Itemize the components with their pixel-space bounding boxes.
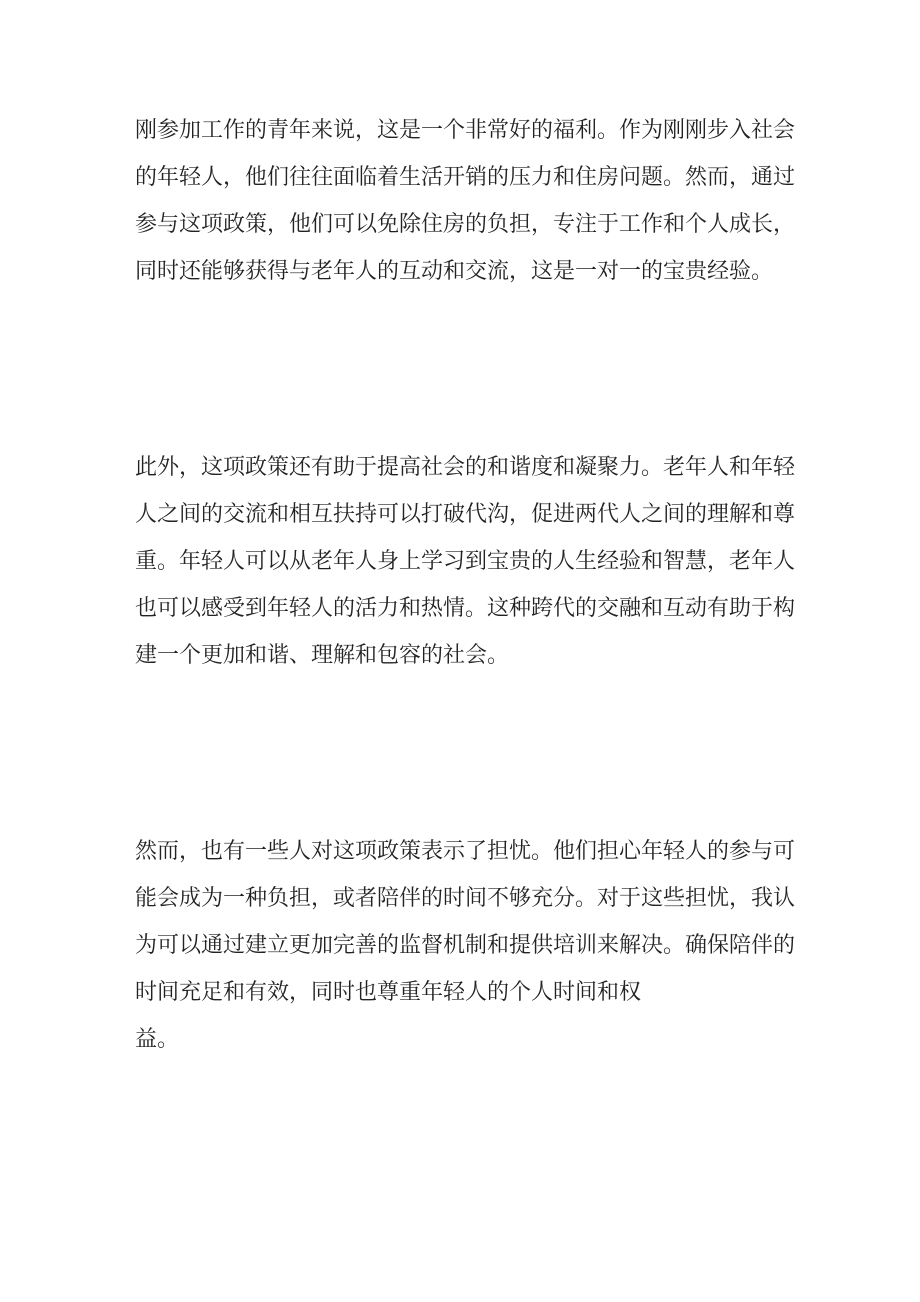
text-line: 时间充足和有效，同时也尊重年轻人的个人时间和权 xyxy=(135,980,642,1005)
text-line: 然而，也有一些人对这项政策表示了担忧。他们担心年轻人的参与可 xyxy=(135,839,796,864)
text-line: 也可以感受到年轻人的活力和热情。这种跨代的交融和互动有助于构 xyxy=(135,596,796,621)
text-line: 人之间的交流和相互扶持可以打破代沟，促进两代人之间的理解和尊 xyxy=(135,502,796,527)
text-line: 同时还能够获得与老年人的互动和交流，这是一对一的宝贵经验。 xyxy=(135,259,774,284)
text-line: 建一个更加和谐、理解和包容的社会。 xyxy=(135,643,510,668)
paragraph-concerns xyxy=(135,828,795,1063)
text-line: 参与这项政策，他们可以免除住房的负担，专注于工作和个人成长， xyxy=(135,212,796,237)
text-line: 的年轻人，他们往往面临着生活开销的压力和住房问题。然而，通过 xyxy=(135,165,796,190)
text-line: 刚参加工作的青年来说，这是一个非常好的福利。作为刚刚步入社会 xyxy=(135,118,796,143)
text-line: 重。年轻人可以从老年人身上学习到宝贵的人生经验和智慧，老年人 xyxy=(135,549,796,574)
text-line: 此外，这项政策还有助于提高社会的和谐度和凝聚力。老年人和年轻 xyxy=(135,455,796,480)
text-line: 为可以通过建立更加完善的监督机制和提供培训来解决。确保陪伴的 xyxy=(135,933,796,958)
paragraph-benefits-for-youth xyxy=(135,107,795,295)
paragraph-social-harmony xyxy=(135,444,795,679)
text-line: 益。 xyxy=(135,1027,180,1052)
text-line: 能会成为一种负担，或者陪伴的时间不够充分。对于这些担忧，我认 xyxy=(135,886,796,911)
